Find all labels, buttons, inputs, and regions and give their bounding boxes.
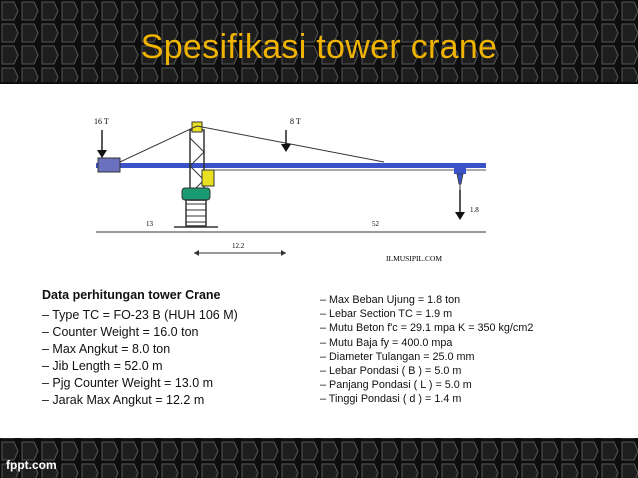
spec-item: – Mutu Baja fy = 400.0 mpa: [320, 336, 453, 349]
spec-item: – Mutu Beton f'c = 29.1 mpa K = 350 kg/cm2: [320, 322, 534, 335]
spec-item: – Lebar Pondasi ( B ) = 5.0 m: [320, 364, 462, 377]
operator-cab: [202, 170, 214, 186]
load-left-label: 16 T: [94, 117, 109, 126]
tower-crane-diagram: [54, 108, 490, 268]
slide-title: Spesifikasi tower crane: [140, 28, 498, 66]
spec-item: – Lebar Section TC = 1.9 m: [320, 308, 453, 321]
dim-13-label: 13: [146, 220, 153, 228]
spec-item: – Diameter Tulangan = 25.0 mm: [320, 350, 475, 363]
calc-item: – Type TC = FO-23 B (HUH 106 M): [42, 308, 238, 322]
jib: [96, 163, 486, 168]
dim-12-2-label: 12.2: [232, 242, 245, 250]
footer-brand: fppt.com: [6, 458, 57, 472]
load-mid-label: 8 T: [290, 117, 301, 126]
dim-52-label: 52: [372, 220, 379, 228]
calc-item: – Jib Length = 52.0 m: [42, 359, 163, 373]
spec-item: – Tinggi Pondasi ( d ) = 1.4 m: [320, 393, 462, 406]
dim-1-8-label: 1.8: [470, 206, 479, 214]
crane-base: [182, 188, 210, 200]
calc-item: – Jarak Max Angkut = 12.2 m: [42, 393, 205, 407]
calc-data-heading: Data perhitungan tower Crane: [42, 288, 221, 302]
spec-item: – Panjang Pondasi ( L ) = 5.0 m: [320, 379, 472, 392]
spec-data-panel: [318, 294, 580, 426]
calc-item: – Max Angkut = 8.0 ton: [42, 342, 171, 356]
trolley: [454, 168, 466, 174]
calc-item: – Counter Weight = 16.0 ton: [42, 325, 199, 339]
calc-item: – Pjg Counter Weight = 13.0 m: [42, 376, 214, 390]
calc-data-panel: [38, 284, 296, 424]
counter-weight: [98, 158, 120, 172]
watermark: ILMUSIPIL.COM: [386, 254, 443, 263]
spec-item: – Max Beban Ujung = 1.8 ton: [320, 294, 461, 306]
